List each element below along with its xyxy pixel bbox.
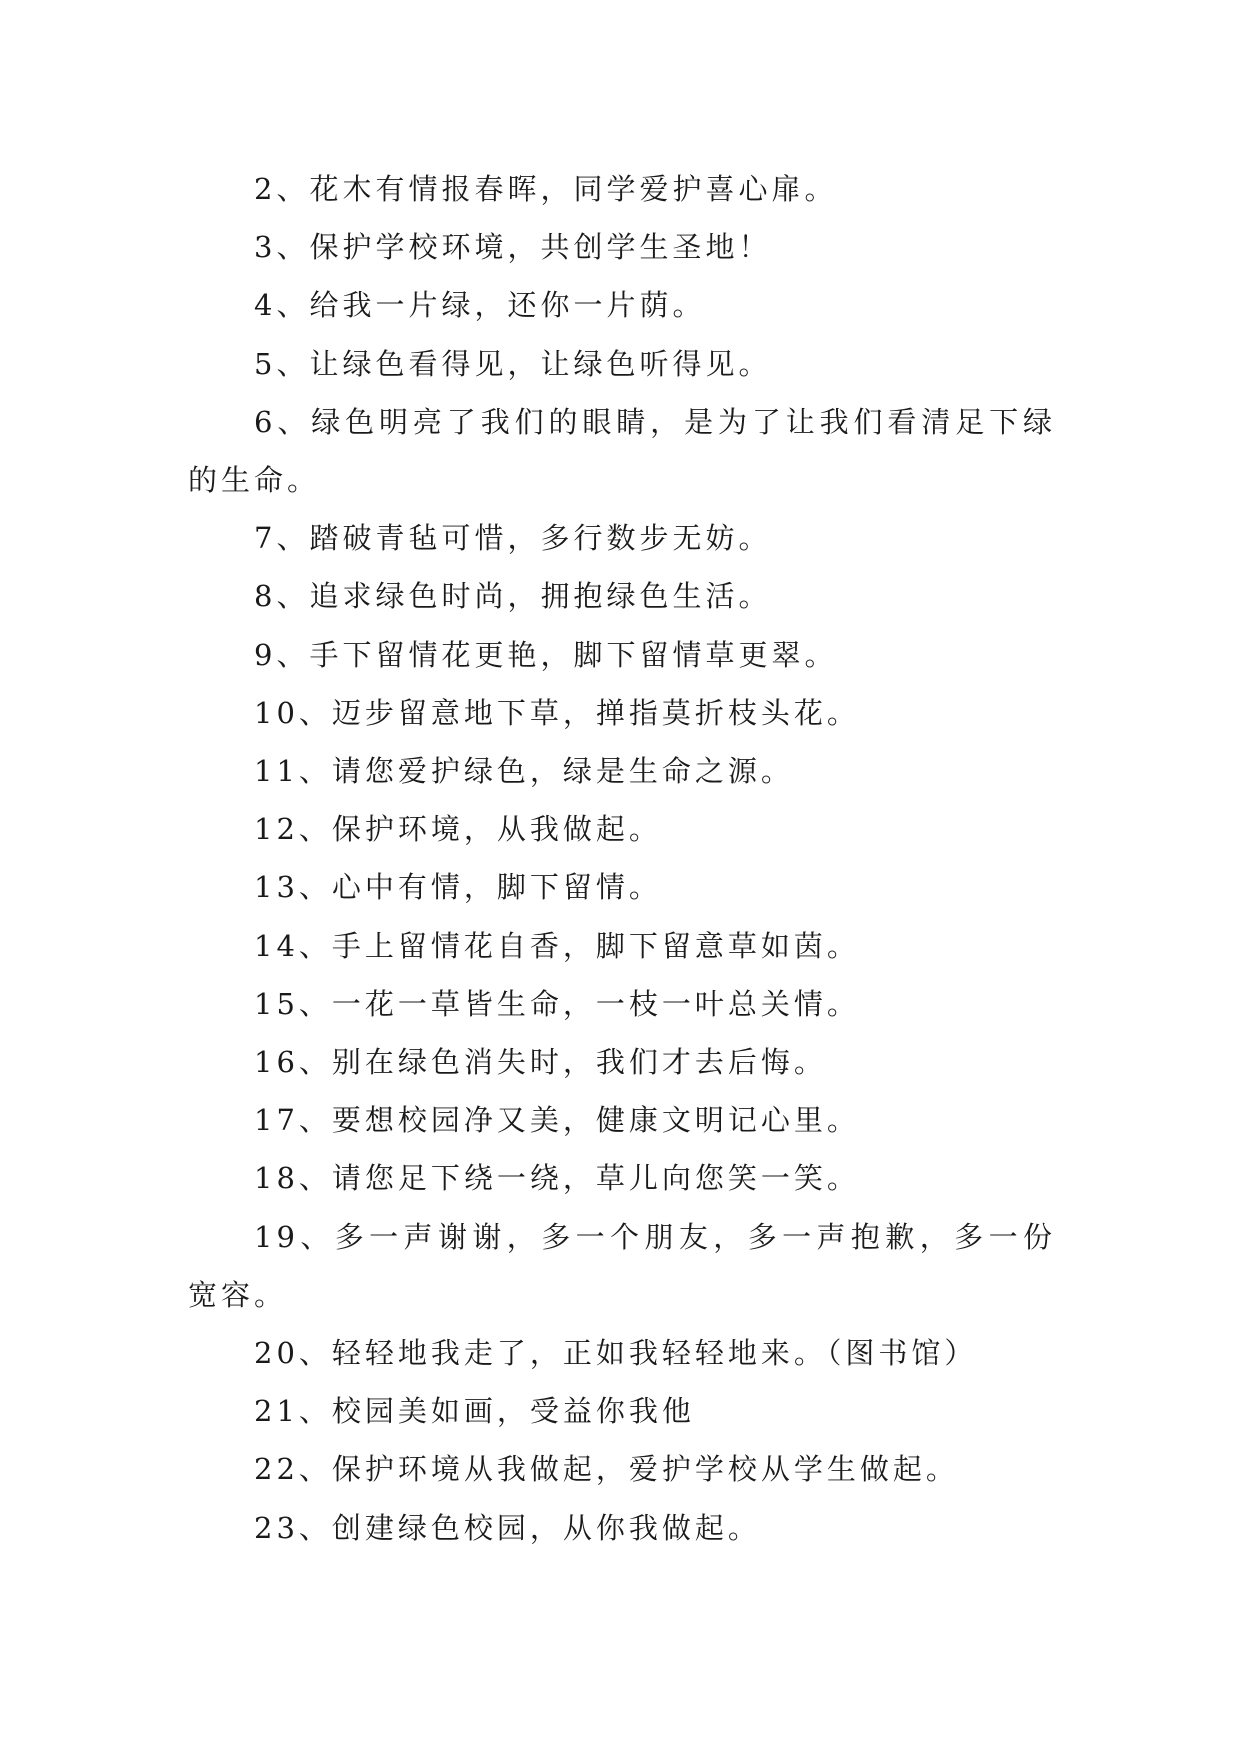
paragraph: 21、校园美如画，受益你我他 [254,1394,695,1429]
paragraph: 7、踏破青毡可惜，多行数步无妨。 [254,521,772,556]
paragraph: 2、花木有情报春晖，同学爱护喜心扉。 [254,172,838,206]
paragraph: 17、要想校园净又美，健康文明记心里。 [254,1103,860,1138]
paragraph: 5、让绿色看得见，让绿色听得见。 [254,346,772,381]
paragraph: 9、手下留情花更艳，脚下留情草更翠。 [254,637,838,672]
paragraph: 8、追求绿色时尚，拥抱绿色生活。 [254,579,772,614]
paragraph: 16、别在绿色消失时，我们才去后悔。 [254,1045,827,1080]
paragraph: 11、请您爱护绿色，绿是生命之源。 [254,754,794,789]
paragraph: 15、一花一草皆生命，一枝一叶总关情。 [254,986,860,1021]
paragraph: 12、保护环境，从我做起。 [254,812,662,847]
paragraph: 23、创建绿色校园，从你我做起。 [254,1510,761,1545]
paragraph: 18、请您足下绕一绕，草儿向您笑一笑。 [254,1161,860,1196]
paragraph: 22、保护环境从我做起，爱护学校从学生做起。 [254,1452,959,1487]
paragraph: 19、多一声谢谢，多一个朋友，多一声抱歉，多一份宽容。 [188,1219,1056,1312]
paragraph: 6、绿色明亮了我们的眼睛，是为了让我们看清足下绿的生命。 [188,404,1056,498]
paragraph: 10、迈步留意地下草，掸指莫折枝头花。 [254,695,860,730]
paragraph: 3、保护学校环境，共创学生圣地！ [254,230,772,265]
document-body [188,160,1056,1557]
paragraph: 20、轻轻地我走了，正如我轻轻地来。（图书馆） [254,1336,978,1371]
paragraph: 4、给我一片绿，还你一片荫。 [254,288,706,323]
paragraph: 14、手上留情花自香，脚下留意草如茵。 [254,928,860,963]
paragraph: 13、心中有情，脚下留情。 [254,870,662,905]
